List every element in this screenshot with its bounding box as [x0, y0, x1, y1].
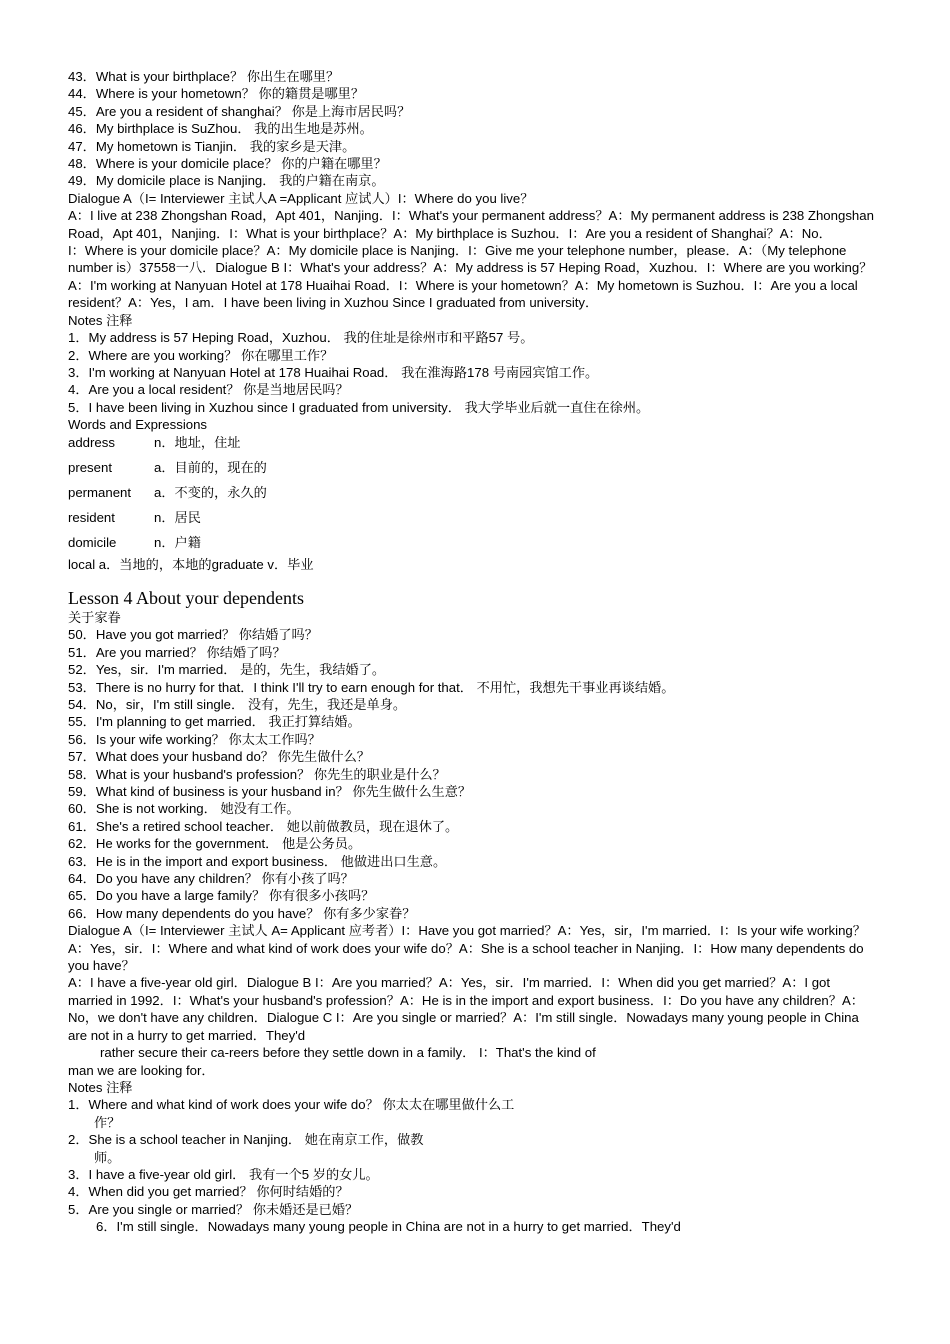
text-line: 51．Are you married？ 你结婚了吗？ — [68, 644, 286, 660]
notes-list — [68, 1096, 878, 1235]
text-line: 55．I'm planning to get married． 我正打算结婚。 — [68, 714, 361, 730]
notes-heading: Notes 注释 — [68, 1079, 133, 1095]
text-line: 59．What kind of business is your husband in？ 你先生做什么生意？ — [68, 784, 472, 799]
note-item: 4．When did you get married？ 你何时结婚的？ — [68, 1184, 349, 1200]
note-item: 5．I have been living in Xuzhou since I graduated from university． 我大学毕业后就一直住在徐州。 — [68, 399, 650, 415]
vocab-word: resident — [68, 509, 115, 525]
text-line: 61．She's a retired school teacher． 她以前做教员，现在退休了。 — [68, 818, 459, 834]
dialogue-paragraph: I：Where is your domicile place？A：My domicile place is Nanjing．I：Give me your telephone number，please．A：（My telephone number is）37558一八．Dialogue B I：What's your address？A：My address is 57 Heping Road，Xuzhou．I：Where are you working？A：I'm working at Nanyuan Hotel at 178 Huaihai Road．I：Where is your hometown？A：My hometown is Suzhou．I：Are you a local resident？A：Yes，I am．I have been living in Xuzhou Since I graduated from university． — [68, 243, 873, 311]
vocab-row — [68, 534, 878, 556]
vocab-row — [68, 459, 878, 484]
text-line: 49．My domicile place is Nanjing． 我的户籍在南京。 — [68, 173, 385, 189]
vocab-definition: a．目前的，现在的 — [154, 459, 267, 475]
note-item: 3．I have a five-year old girl． 我有一个5 岁的女儿。 — [68, 1166, 379, 1182]
text-line: 52．Yes，sir．I'm married． 是的，先生，我结婚了。 — [68, 662, 386, 678]
note-item: 1．My address is 57 Heping Road，Xuzhou． 我的住址是徐州市和平路57 号。 — [68, 330, 534, 346]
note-item: 4．Are you a local resident？ 你是当地居民吗？ — [68, 382, 349, 398]
questions-block-b — [68, 626, 878, 922]
text-line: 56．Is your wife working？ 你太太工作吗？ — [68, 731, 321, 747]
text-line: 44．Where is your hometown？ 你的籍贯是哪里？ — [68, 86, 365, 102]
notes-list — [68, 329, 878, 416]
lesson-subtitle: 关于家眷 — [68, 609, 121, 625]
vocab-definition: n．地址，住址 — [154, 434, 241, 450]
text-line: 63．He is in the import and export business． 他做进出口生意。 — [68, 853, 447, 869]
vocab-definition: a．不变的，永久的 — [154, 484, 267, 500]
vocab-word: permanent — [68, 484, 132, 500]
text-line: 60．She is not working． 她没有工作。 — [68, 801, 300, 817]
text-line: 58．What is your husband's profession？ 你先生的职业是什么？ — [68, 766, 446, 782]
dialogue-heading: Dialogue A（I= Interviewer 主试人A =Applicant 应试人）I：Where do you live？ — [68, 190, 534, 206]
vocab-word: domicile — [68, 534, 117, 550]
note-item-continuation: 作？ — [94, 1114, 121, 1130]
note-item: 2．Where are you working？ 你在哪里工作？ — [68, 347, 334, 363]
note-item: 2．She is a school teacher in Nanjing． 她在南京工作，做教 — [68, 1132, 424, 1148]
text-line: 64．Do you have any children？ 你有小孩了吗？ — [68, 871, 354, 887]
vocab-row — [68, 509, 878, 534]
lesson-title: Lesson 4 About your dependents — [68, 587, 304, 608]
vocab-word: present — [68, 459, 112, 475]
note-item: 1．Where and what kind of work does your wife do？ 你太太在哪里做什么工 — [68, 1097, 515, 1113]
text-line: 50．Have you got married？ 你结婚了吗？ — [68, 627, 318, 643]
text-line: 53．There is no hurry for that．I think I'll try to earn enough for that． 不用忙，我想先干事业再谈结婚。 — [68, 679, 675, 695]
vocab-word: address — [68, 434, 115, 450]
vocab-row: local a．当地的，本地的graduate v．毕业 — [68, 556, 314, 572]
questions-block-a — [68, 68, 878, 207]
vocab-row — [68, 434, 878, 459]
dialogue-continuation: rather secure their ca-reers before they settle down in a family． I：That's the kind of — [100, 1045, 596, 1061]
note-item: 6．I'm still single．Nowadays many young people in China are not in a hurry to get married．They'd — [96, 1219, 681, 1235]
note-item: 3．I'm working at Nanyuan Hotel at 178 Huaihai Road． 我在淮海路178 号南园宾馆工作。 — [68, 364, 599, 380]
text-line: 46．My birthplace is SuZhou． 我的出生地是苏州。 — [68, 121, 373, 137]
vocab-list — [68, 434, 878, 573]
vocab-definition: n．居民 — [154, 509, 201, 525]
text-line: 47．My hometown is Tianjin． 我的家乡是天津。 — [68, 138, 356, 154]
dialogue-continuation: man we are looking for． — [68, 1062, 215, 1078]
note-item-continuation: 师。 — [94, 1149, 121, 1165]
note-item: 5．Are you single or married？ 你未婚还是已婚？ — [68, 1201, 359, 1217]
text-line: 54．No，sir，I'm still single． 没有，先生，我还是单身。 — [68, 696, 407, 712]
text-line: 43．What is your birthplace？ 你出生在哪里？ — [68, 69, 340, 84]
vocab-definition: n．户籍 — [154, 534, 201, 550]
vocab-row — [68, 484, 878, 509]
dialogue-paragraph: A：I live at 238 Zhongshan Road，Apt 401，Nanjing．I：What's your permanent address？A：My permanent address is 238 Zhongshan Road，Apt 401，Nanjing．I：What is your birthplace？A：My birthplace is Suzhou．I：Are you a resident of Shanghai？A：No． — [68, 208, 874, 241]
text-line: 66．How many dependents do you have？ 你有多少家眷？ — [68, 905, 416, 921]
text-line: 57．What does your husband do？ 你先生做什么？ — [68, 749, 370, 765]
text-line: 45．Are you a resident of shanghai？ 你是上海市居民吗？ — [68, 103, 411, 119]
notes-heading: Notes 注释 — [68, 312, 133, 328]
words-heading: Words and Expressions — [68, 417, 208, 433]
dialogue-paragraph: Dialogue A（I= Interviewer 主试人 A= Applicant 应考者）I：Have you got married？A：Yes，sir，I'm married．I：Is your wife working？A：Yes，sir．I：Where and what kind of work does your wife do？A：She is a school teacher in Nanjing．I：How many dependents do you have？ — [68, 923, 866, 974]
text-line: 65．Do you have a large family？ 你有很多小孩吗？ — [68, 888, 375, 904]
dialogue-paragraph: A：I have a five-year old girl．Dialogue B I：Are you married？A：Yes，sir．I'm married．I：When did you get married？A：I got married in 1992．I：What's your husband's profession？A：He is in the import and export business．I：Do you have any children？A：No，we don't have any children．Dialogue C I：Are you single or married？A：I'm still single．Nowadays many young people in China are not in a hurry to get married．They'd — [68, 975, 864, 1043]
text-line: 62．He works for the government． 他是公务员。 — [68, 836, 362, 852]
document-page — [68, 68, 878, 1236]
text-line: 48．Where is your domicile place？ 你的户籍在哪里？ — [68, 156, 387, 172]
